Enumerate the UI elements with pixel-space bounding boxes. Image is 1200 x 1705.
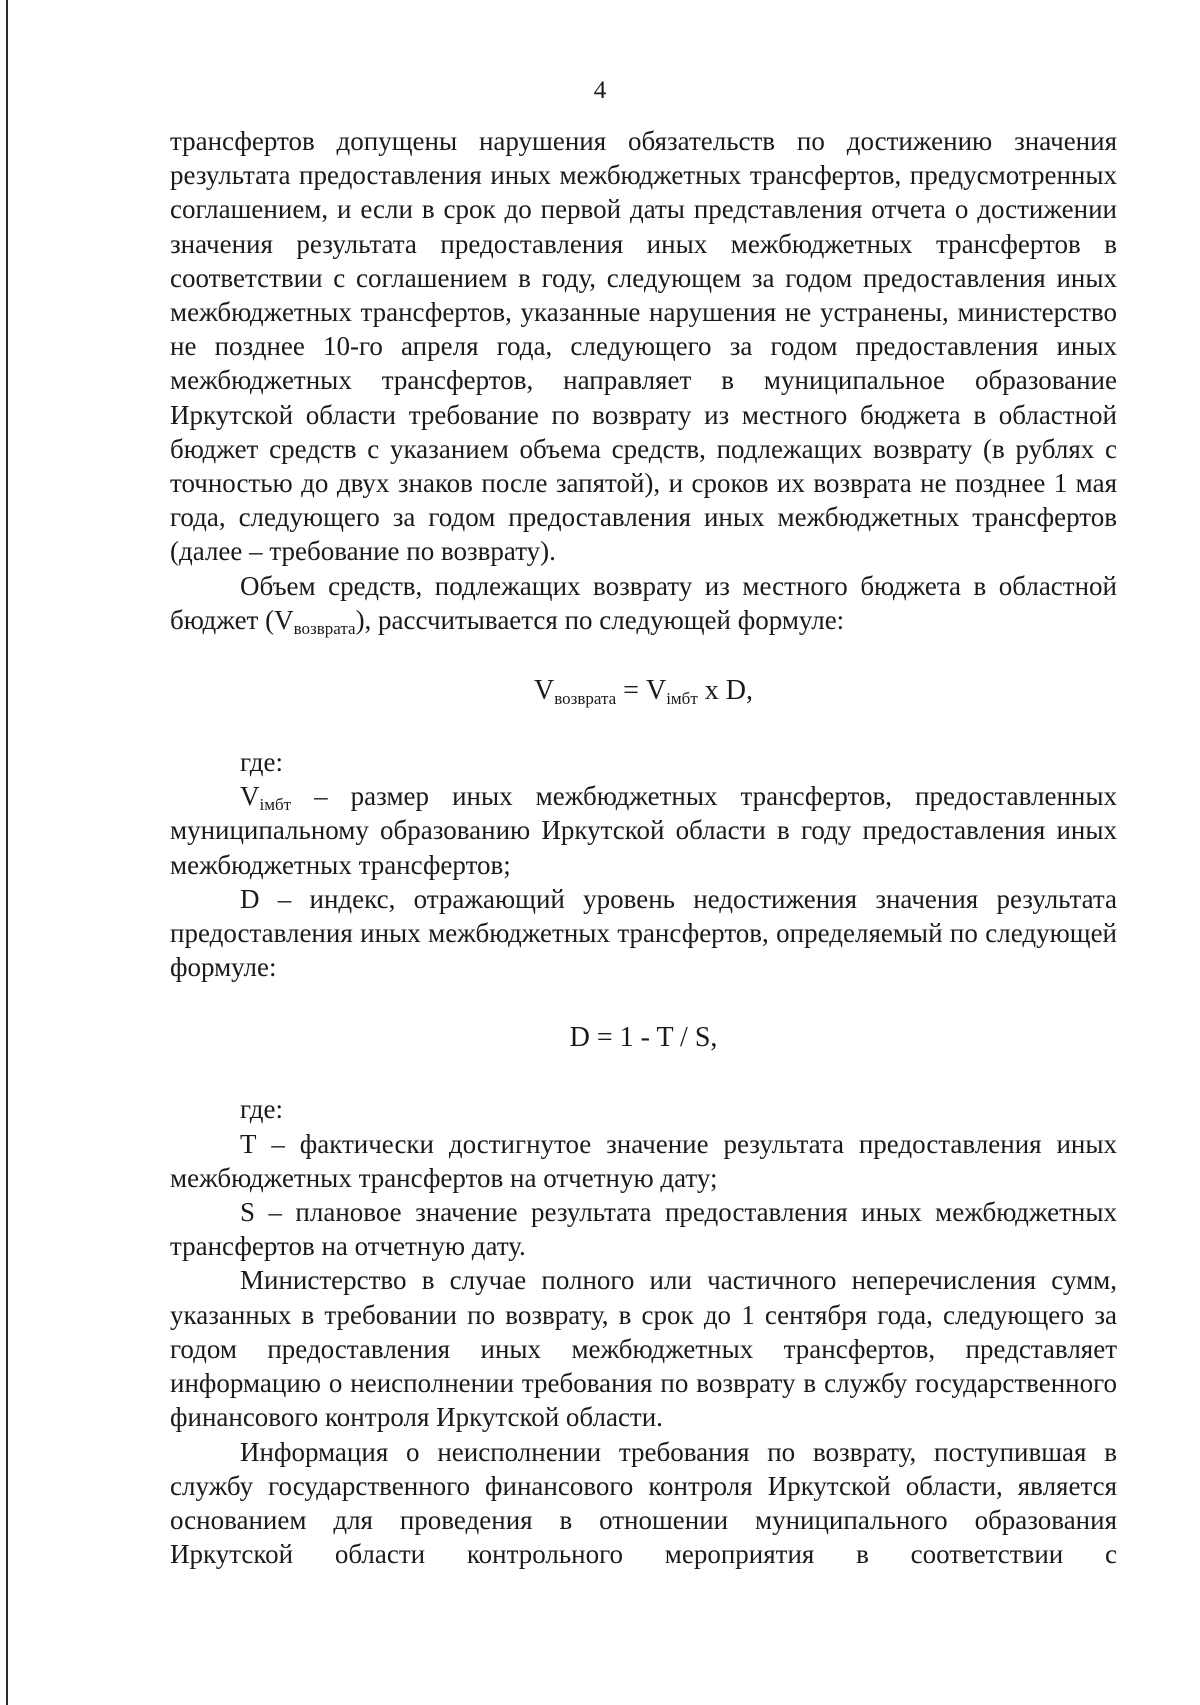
definition-d: D – индекс, отражающий уровень недостижения значения результата предоставления иных межбюджетных трансфертов, определяемый по следующей формуле: xyxy=(170,883,1117,983)
definition-s: S – плановое значение результата предоставления иных межбюджетных трансфертов на отчетную дату. xyxy=(170,1197,1117,1262)
where-label-2: где: xyxy=(240,1094,283,1125)
paragraph-ministry-info: Министерство в случае полного или частичного неперечисления сумм, указанных в требовании по возврату, в срок до 1 сентября года, следующего за годом предоставления иных межбюджетных трансфертов, представляет информацию о неисполнении требования по возврату в службу государственного финансового контроля Иркутской области. xyxy=(170,1265,1117,1433)
document-body xyxy=(170,124,1117,1571)
where-label: где: xyxy=(240,747,283,778)
paragraph-return-volume: Объем средств, подлежащих возврату из местного бюджета в областной бюджет $(V_{возврата})$, рассчитывается по следующей формуле: xyxy=(170,570,1117,638)
paragraph-control-measure: Информация о неисполнении требования по возврату, поступившая в службу государственного финансового контроля Иркутской области, является основанием для проведения в отношении муниципального образования Иркутской области контрольного мероприятия в соответствии с xyxy=(170,1436,1117,1570)
page-number: 4 xyxy=(593,77,607,104)
subscript-return: возврата xyxy=(293,618,356,638)
formula-return-volume: $V_{возврата} = V_{iмбт}$ x D, xyxy=(533,675,753,709)
definition-t: Т – фактически достигнутое значение результата предоставления иных межбюджетных трансфертов на отчетную дату; xyxy=(170,1128,1117,1193)
formula-d: D = 1 - T / S, xyxy=(569,1022,718,1054)
paragraph-return-requirement: трансфертов допущены нарушения обязательств по достижению значения результата предоставления иных межбюджетных трансфертов, предусмотренных соглашением, и если в срок до первой даты представления отчета о достижении значения результата предоставления иных межбюджетных трансфертов в соответствии с соглашением в году, следующем за годом предоставления иных межбюджетных трансфертов, указанные нарушения не устранены, министерство не позднее 10-го апреля года, следующего за годом предоставления иных межбюджетных трансфертов, направляет в муниципальное образование Иркутской области требование по возврату из местного бюджета в областной бюджет средств с указанием объема средств, подлежащих возврату (в рублях с точностью до двух знаков после запятой), и сроков их возврата не позднее 1 мая года, следующего за годом предоставления иных межбюджетных трансфертов (далее – требование по возврату). xyxy=(170,126,1117,567)
definition-v-imbt: $V_{iмбт}$ – размер иных межбюджетных трансфертов, предоставленных муниципальному образованию Иркутской области в году предоставления иных межбюджетных трансфертов; xyxy=(170,781,1117,880)
scan-edge-line xyxy=(6,0,8,1705)
